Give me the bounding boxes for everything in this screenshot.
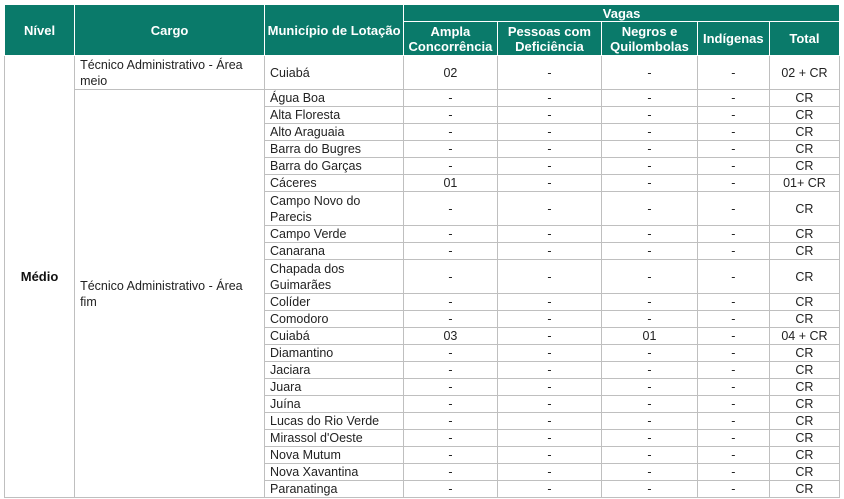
municipio-cell: Mirassol d'Oeste (265, 430, 404, 447)
ampla-cell: - (404, 362, 497, 379)
ampla-cell: - (404, 243, 497, 260)
negros-cell: - (602, 311, 697, 328)
municipio-cell: Alto Araguaia (265, 124, 404, 141)
pcd-cell: - (497, 481, 602, 498)
municipio-cell: Nova Mutum (265, 447, 404, 464)
indigenas-cell: - (697, 464, 769, 481)
indigenas-cell: - (697, 481, 769, 498)
pcd-cell: - (497, 396, 602, 413)
indigenas-cell: - (697, 260, 769, 294)
nivel-cell: Médio (5, 56, 75, 498)
ampla-cell: - (404, 90, 497, 107)
negros-cell: - (602, 413, 697, 430)
total-cell: CR (769, 260, 839, 294)
cargo-cell: Técnico Administrativo - Área fim (75, 90, 265, 498)
indigenas-cell: - (697, 345, 769, 362)
total-cell: CR (769, 90, 839, 107)
indigenas-cell: - (697, 396, 769, 413)
negros-cell: - (602, 379, 697, 396)
negros-cell: - (602, 90, 697, 107)
negros-cell: - (602, 481, 697, 498)
vacancies-table (4, 4, 840, 498)
indigenas-cell: - (697, 311, 769, 328)
municipio-cell: Água Boa (265, 90, 404, 107)
total-cell: CR (769, 481, 839, 498)
negros-cell: - (602, 107, 697, 124)
ampla-cell: - (404, 226, 497, 243)
negros-cell: - (602, 294, 697, 311)
indigenas-cell: - (697, 430, 769, 447)
ampla-cell: 03 (404, 328, 497, 345)
indigenas-cell: - (697, 192, 769, 226)
municipio-cell: Cuiabá (265, 328, 404, 345)
total-cell: CR (769, 362, 839, 379)
pcd-cell: - (497, 311, 602, 328)
pcd-cell: - (497, 141, 602, 158)
header-ampla: Ampla Concorrência (404, 22, 497, 56)
negros-cell: - (602, 396, 697, 413)
total-cell: CR (769, 447, 839, 464)
pcd-cell: - (497, 90, 602, 107)
negros-cell: - (602, 464, 697, 481)
municipio-cell: Cuiabá (265, 56, 404, 90)
total-cell: CR (769, 107, 839, 124)
total-cell: CR (769, 464, 839, 481)
municipio-cell: Barra do Bugres (265, 141, 404, 158)
indigenas-cell: - (697, 141, 769, 158)
ampla-cell: - (404, 260, 497, 294)
negros-cell: - (602, 345, 697, 362)
total-cell: CR (769, 141, 839, 158)
ampla-cell: - (404, 192, 497, 226)
pcd-cell: - (497, 124, 602, 141)
municipio-cell: Jaciara (265, 362, 404, 379)
pcd-cell: - (497, 175, 602, 192)
indigenas-cell: - (697, 362, 769, 379)
header-vagas: Vagas (404, 5, 840, 22)
pcd-cell: - (497, 192, 602, 226)
pcd-cell: - (497, 56, 602, 90)
pcd-cell: - (497, 226, 602, 243)
ampla-cell: - (404, 158, 497, 175)
cargo-cell: Técnico Administrativo - Área meio (75, 56, 265, 90)
pcd-cell: - (497, 107, 602, 124)
pcd-cell: - (497, 413, 602, 430)
header-negros: Negros e Quilombolas (602, 22, 697, 56)
municipio-cell: Chapada dos Guimarães (265, 260, 404, 294)
total-cell: CR (769, 345, 839, 362)
pcd-cell: - (497, 379, 602, 396)
header-pcd: Pessoas com Deficiência (497, 22, 602, 56)
pcd-cell: - (497, 243, 602, 260)
pcd-cell: - (497, 345, 602, 362)
municipio-cell: Colíder (265, 294, 404, 311)
total-cell: CR (769, 226, 839, 243)
indigenas-cell: - (697, 328, 769, 345)
ampla-cell: - (404, 124, 497, 141)
indigenas-cell: - (697, 447, 769, 464)
pcd-cell: - (497, 362, 602, 379)
negros-cell: - (602, 243, 697, 260)
pcd-cell: - (497, 158, 602, 175)
ampla-cell: - (404, 464, 497, 481)
table-row (5, 56, 840, 90)
pcd-cell: - (497, 464, 602, 481)
ampla-cell: - (404, 345, 497, 362)
negros-cell: - (602, 447, 697, 464)
total-cell: 02 + CR (769, 56, 839, 90)
total-cell: CR (769, 294, 839, 311)
pcd-cell: - (497, 447, 602, 464)
negros-cell: - (602, 141, 697, 158)
pcd-cell: - (497, 260, 602, 294)
negros-cell: - (602, 260, 697, 294)
indigenas-cell: - (697, 413, 769, 430)
indigenas-cell: - (697, 158, 769, 175)
table-body (5, 56, 840, 498)
ampla-cell: - (404, 447, 497, 464)
municipio-cell: Campo Novo do Parecis (265, 192, 404, 226)
pcd-cell: - (497, 328, 602, 345)
indigenas-cell: - (697, 243, 769, 260)
indigenas-cell: - (697, 107, 769, 124)
ampla-cell: - (404, 294, 497, 311)
total-cell: CR (769, 311, 839, 328)
municipio-cell: Alta Floresta (265, 107, 404, 124)
indigenas-cell: - (697, 56, 769, 90)
total-cell: 01+ CR (769, 175, 839, 192)
ampla-cell: - (404, 107, 497, 124)
ampla-cell: - (404, 141, 497, 158)
indigenas-cell: - (697, 175, 769, 192)
indigenas-cell: - (697, 226, 769, 243)
ampla-cell: 01 (404, 175, 497, 192)
total-cell: CR (769, 243, 839, 260)
municipio-cell: Cáceres (265, 175, 404, 192)
header-indigenas: Indígenas (697, 22, 769, 56)
negros-cell: - (602, 158, 697, 175)
ampla-cell: - (404, 430, 497, 447)
indigenas-cell: - (697, 294, 769, 311)
ampla-cell: - (404, 311, 497, 328)
ampla-cell: - (404, 379, 497, 396)
header-municipio: Município de Lotação (265, 5, 404, 56)
ampla-cell: - (404, 413, 497, 430)
municipio-cell: Nova Xavantina (265, 464, 404, 481)
negros-cell: - (602, 56, 697, 90)
ampla-cell: - (404, 396, 497, 413)
header-cargo: Cargo (75, 5, 265, 56)
negros-cell: - (602, 430, 697, 447)
pcd-cell: - (497, 430, 602, 447)
header-total: Total (769, 22, 839, 56)
municipio-cell: Campo Verde (265, 226, 404, 243)
negros-cell: 01 (602, 328, 697, 345)
indigenas-cell: - (697, 379, 769, 396)
total-cell: CR (769, 379, 839, 396)
total-cell: CR (769, 124, 839, 141)
total-cell: CR (769, 192, 839, 226)
indigenas-cell: - (697, 90, 769, 107)
municipio-cell: Barra do Garças (265, 158, 404, 175)
total-cell: 04 + CR (769, 328, 839, 345)
negros-cell: - (602, 226, 697, 243)
total-cell: CR (769, 158, 839, 175)
municipio-cell: Juara (265, 379, 404, 396)
ampla-cell: - (404, 481, 497, 498)
indigenas-cell: - (697, 124, 769, 141)
total-cell: CR (769, 396, 839, 413)
negros-cell: - (602, 175, 697, 192)
municipio-cell: Comodoro (265, 311, 404, 328)
total-cell: CR (769, 430, 839, 447)
municipio-cell: Juína (265, 396, 404, 413)
negros-cell: - (602, 124, 697, 141)
municipio-cell: Paranatinga (265, 481, 404, 498)
header-nivel: Nível (5, 5, 75, 56)
negros-cell: - (602, 192, 697, 226)
municipio-cell: Canarana (265, 243, 404, 260)
municipio-cell: Diamantino (265, 345, 404, 362)
table-row (5, 90, 840, 107)
pcd-cell: - (497, 294, 602, 311)
municipio-cell: Lucas do Rio Verde (265, 413, 404, 430)
ampla-cell: 02 (404, 56, 497, 90)
total-cell: CR (769, 413, 839, 430)
negros-cell: - (602, 362, 697, 379)
